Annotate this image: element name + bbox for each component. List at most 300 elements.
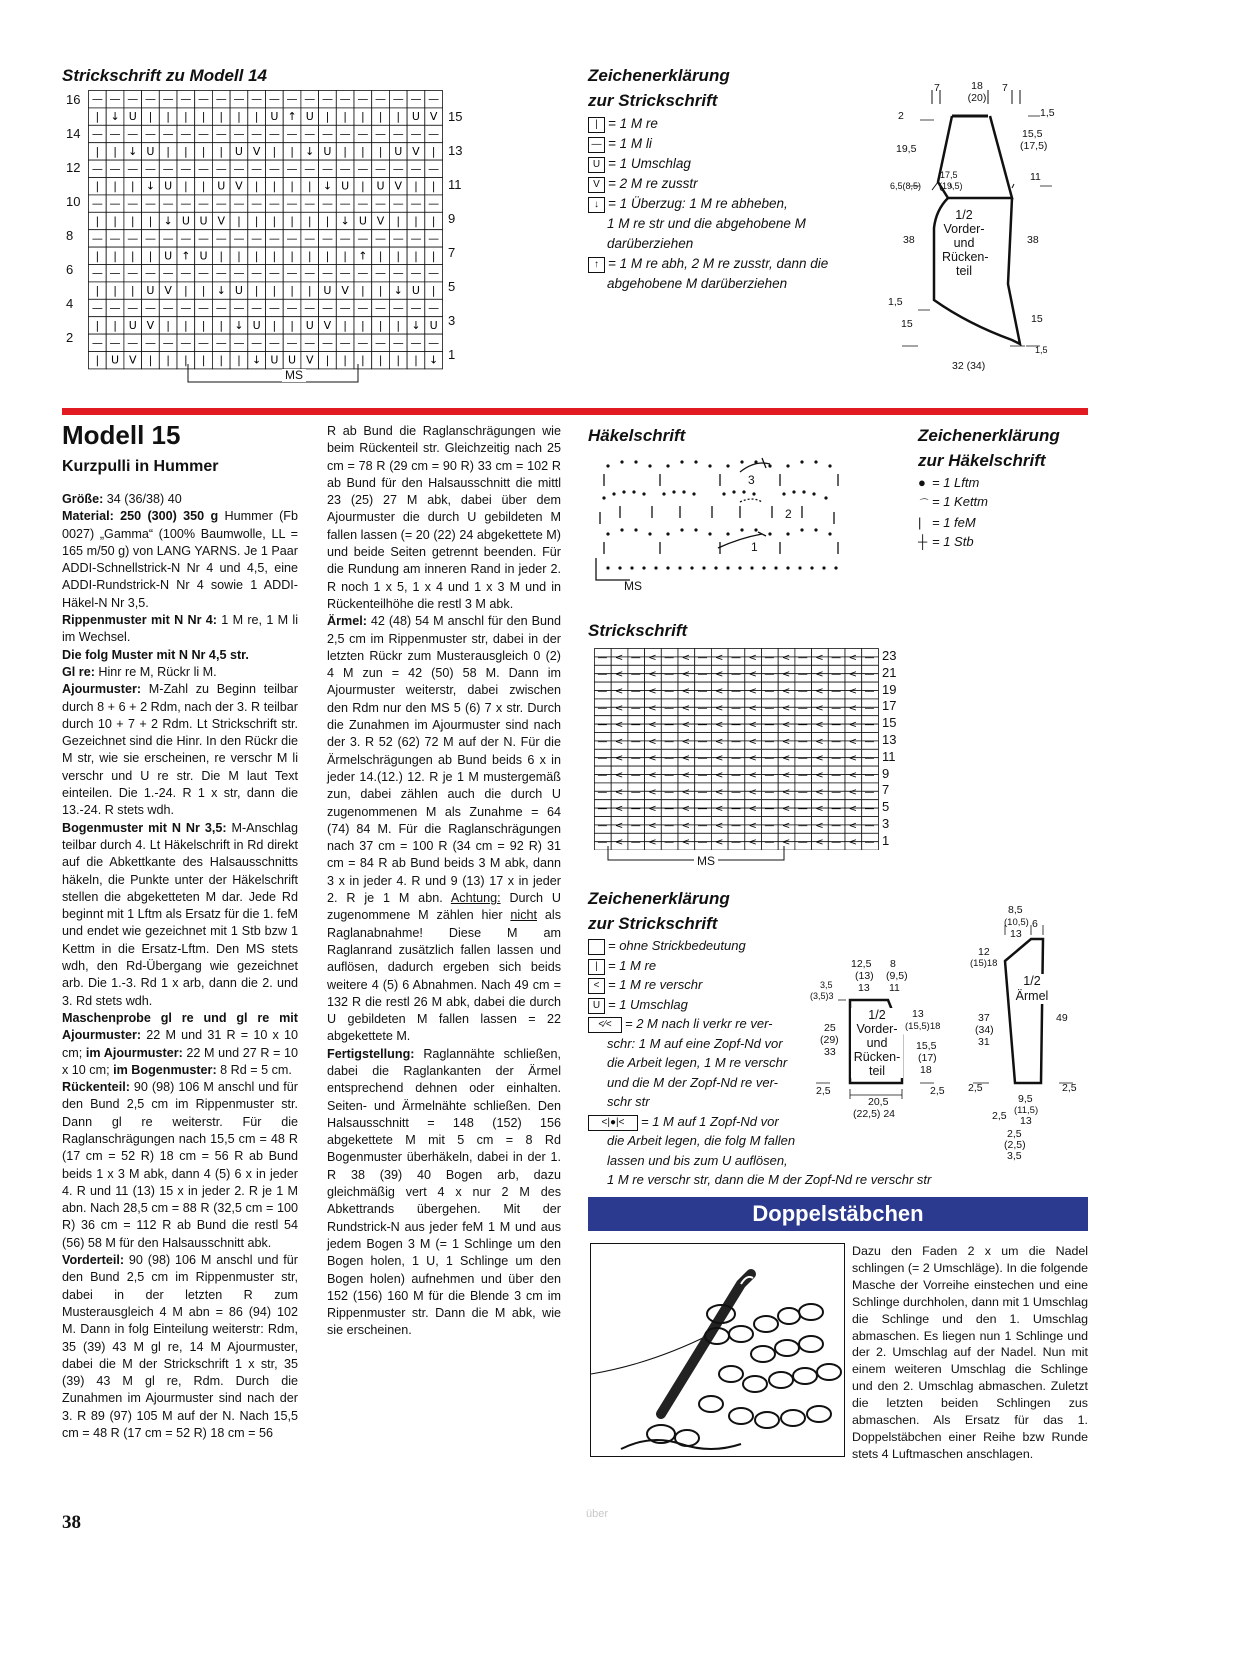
chart-symbol: — [664,837,675,849]
chart-symbol: — [144,336,156,350]
chart-symbol: < [815,803,824,815]
chart-symbol: | [307,284,312,298]
chart-symbol: — [144,127,156,141]
chart-symbol: < [681,786,691,798]
legend1-item-cont: abgehobene M darüberziehen [607,276,788,291]
chart-symbol: < [781,770,791,781]
chart-symbol: — [304,127,316,141]
chart1-row-number: 3 [448,313,456,328]
chart-symbol: V [252,144,261,158]
chart-symbol: — [215,301,227,315]
chart-symbol: < [614,686,624,697]
schem3-label: (2,5) [1004,1139,1026,1151]
legend2-title-2: zur Strickschrift [588,914,718,933]
chart-symbol: — [162,231,174,245]
haekel-title: Häkelschrift [588,426,686,445]
chart-symbol: — [215,231,227,245]
chart-symbol: | [396,318,401,332]
chart-symbol: < [681,669,691,681]
chart-symbol: — [304,162,316,176]
chart-symbol: — [215,336,227,350]
chart-symbol: < [648,702,657,714]
piece-line: und [866,1036,888,1050]
chart-symbol: U [429,318,438,332]
col2-armel-heading: Ärmel: [327,614,367,629]
legend2-cable-1-text: = 2 M nach li verkr re ver- [625,1016,773,1031]
schem1-dim-18: 18 [971,80,983,92]
chart-symbol: — [109,127,121,141]
chart-symbol: — [162,266,174,280]
chart-symbol: — [730,719,741,731]
chart-symbol: — [428,127,440,141]
chart-symbol: | [201,353,206,367]
chart-symbol: | [431,249,436,263]
chart-symbol: < [748,669,757,681]
chart-symbol: — [127,92,139,106]
chart-symbol: — [198,127,210,141]
chart-symbol: — [410,231,422,245]
chart-symbol: | [219,249,224,263]
chart2-row-number: 7 [882,782,890,798]
chart-symbol: | [148,353,153,367]
chart-symbol: < [781,686,791,697]
haekel-ms: MS [624,579,642,593]
col1-bold: Vorderteil: [62,1253,125,1268]
sc-icon: | [918,515,922,530]
legend1-item-cont: darüberziehen [607,236,694,251]
chart-symbol: | [237,214,241,228]
legend2-cable-1-line: schr str [607,1094,650,1109]
chart-symbol: — [392,197,404,211]
schem2-label: 33 [824,1046,836,1058]
chart-symbol: — [864,786,875,798]
chart-symbol: < [715,786,724,798]
chart-symbol: — [797,719,808,731]
chart-symbol: | [272,214,277,228]
chart-symbol: | [95,249,100,263]
haekel-num-1: 1 [751,540,758,554]
chart-symbol: | [183,144,188,158]
chart-symbol: | [396,214,401,228]
col1-bold: Bogenmuster mit N Nr 3,5: [62,820,227,835]
legend1-symbol-icon: U [588,157,605,173]
chart-symbol: | [201,144,206,158]
col1-text: M-Zahl zu Beginn teilbar durch 8 + 6 + 2 Rdm, nach der 3. R teilbar durch 10 + 7 + 2 Rdm. Lt Strickschrift str. Gezeichnet sind die Hinr. In den Rückr die M str, wie sie erscheinen, re verschr M li verschr und U re str. Die M laut Text einteilen. Die 1.-24. R 1 x str, dann die 13.-24. R stets wdh. [62,682,298,818]
chart-symbol: ↓ [322,179,333,193]
chart-symbol: — [127,127,139,141]
chart2-row-number: 3 [882,816,890,831]
chart-symbol: — [144,162,156,176]
chart-symbol: — [597,770,608,781]
chart-symbol: | [290,284,294,298]
legend2-symbol-icon: U [588,998,605,1014]
chart-symbol: < [748,736,757,748]
chart1-row-number: 5 [448,279,456,294]
chart-symbol: — [797,736,808,748]
chart-symbol: — [630,837,641,849]
schem3-label: 37 [978,1012,990,1024]
chart-symbol: — [664,669,675,681]
chart-symbol: — [233,231,245,245]
chart-symbol: — [664,652,675,664]
chart-symbol: — [410,301,422,315]
chart-symbol: — [375,336,387,350]
chart-symbol: < [648,803,657,815]
chart-symbol: — [697,770,708,781]
chart-symbol: V [394,179,403,193]
chart-symbol: U [394,144,403,158]
chart-symbol: — [630,686,641,697]
legend1-item-cont: 1 M re str und die abgehobene M [607,216,806,231]
chart-symbol: — [357,336,369,350]
chart-symbol: — [180,231,192,245]
schem2-label: (3,5)3 [810,991,834,1001]
chart-symbol: — [268,127,280,141]
chart-symbol: — [357,301,369,315]
chart-symbol: < [614,837,624,849]
schem1-dim-7-left: 7 [934,82,940,94]
col1-bold: Ajourmuster: [62,682,142,697]
chart-symbol: — [831,786,842,798]
col1-text: 22 M und 27 R = 10 x 10 cm; [62,1045,298,1077]
chart-symbol: | [183,179,188,193]
chart-symbol: U [111,353,120,367]
chart-symbol: — [797,652,808,664]
chart-symbol: — [251,162,263,176]
chart-symbol: ↑ [181,249,191,263]
chart-symbol: < [681,702,691,714]
chart-symbol: < [715,770,724,781]
schem2-label: 3,5 [820,980,833,990]
chart-symbol: — [162,336,174,350]
chart-symbol: < [781,652,791,664]
legend1-items [588,114,848,294]
chart-symbol: — [109,92,121,106]
chart-symbol: < [715,837,724,849]
chart-symbol: — [831,686,842,697]
chart-symbol: — [215,127,227,141]
chart-symbol: — [357,162,369,176]
chart-symbol: — [797,753,808,765]
chart-symbol: < [781,786,791,798]
chart-symbol: — [831,702,842,714]
chart-symbol: U [341,179,350,193]
legend-haekel-item [918,473,1088,492]
chart-symbol: — [304,92,316,106]
chart-symbol: < [715,736,724,748]
chart-symbol: — [664,686,675,697]
schem3-label: 2,5 [1007,1128,1022,1140]
schem2-label: 20,5 [868,1096,889,1108]
chart-symbol: — [162,301,174,315]
chart-symbol: U [146,284,155,298]
schem3-label: 13 [1010,928,1022,940]
chart-symbol: | [272,179,277,193]
chart-symbol: — [410,266,422,280]
chart-symbol: | [201,284,206,298]
chart-symbol: U [323,144,332,158]
legend1-item-text: = 1 Überzug: 1 M re abheben, [608,196,788,211]
schem1-label: 1,5 [1040,107,1055,119]
legend2-item-text: = 1 M re verschr [608,977,703,992]
chart-symbol: — [630,820,641,832]
schem3-label: (34) [975,1024,994,1036]
col2-achtung: Achtung: [450,891,501,906]
legend1-symbol-icon: ↓ [588,197,605,213]
chart-symbol: | [325,214,330,228]
chart-symbol: — [144,231,156,245]
red-rule [62,408,1088,415]
schem2-label: (13) [855,970,874,982]
chart-symbol: — [428,336,440,350]
col1-text: 90 (98) 106 M anschl und für den Bund 2,5 cm im Rippenmuster str. Dann gl re weiterstr. Für die Raglanschrägungen nach 15,5 cm = 48 R (17 cm = 52 R) 18 cm = 56 R ab Bund beids 1 x 3 M abk, dann 4 (5) 6 x in jeder 4. R und 11 (13) 15 x in jeder 2. R je 1 M abn. Nach 28,5 cm = 88 R (32,5 cm = 100 R) 36 cm = 112 R ab Bund die restl 54 (56) 58 M für den Halsausschnitt abk. [62,1080,298,1250]
chart-symbol: | [166,110,171,124]
chart-symbol: — [321,92,333,106]
legend-haekel-title-1: Zeichenerklärung [918,426,1060,445]
chart-symbol: — [664,820,675,832]
chart-symbol: — [162,92,174,106]
chart-symbol: — [864,753,875,765]
schem2-label: 2,5 [930,1085,945,1097]
chart-symbol: — [831,753,842,765]
schem2-label: (17) [918,1052,937,1064]
chart-symbol: — [127,231,139,245]
chart-symbol: — [339,231,351,245]
chart-symbol: — [764,719,775,731]
chart-symbol: — [597,686,608,697]
chart-symbol: | [113,284,117,298]
legend2-item-text: = 1 M re [608,957,657,973]
chart-symbol: ↓ [216,284,226,298]
chart-symbol: < [781,803,791,815]
col1-text: 22 M und 31 R = 10 x 10 cm; [62,1028,298,1060]
legend2-cable-2-continuation [588,1131,948,1190]
chart-symbol: < [815,753,824,765]
chart-symbol: ↓ [163,214,173,228]
chart-symbol: < [614,820,624,832]
chart-symbol: < [715,669,724,681]
chart-symbol: — [321,336,333,350]
chart-symbol: | [201,318,206,332]
chart-symbol: V [412,144,420,158]
chart-symbol: < [614,770,624,781]
chart-symbol: — [304,266,316,280]
chart-symbol: < [748,820,757,832]
col1-paragraph [62,491,298,508]
chart-symbol: — [357,231,369,245]
chart-symbol: < [748,803,757,815]
legend2-item-text: = 1 Umschlag [608,996,688,1012]
legend-haekel-text: = 1 Lftm [932,475,980,490]
chart-symbol: — [304,197,316,211]
chart-symbol: < [748,686,757,697]
chart-symbol: — [764,770,775,781]
schem2-label: 18 [920,1064,932,1076]
chart-symbol: — [180,162,192,176]
schem2-label: (9,5) [886,970,908,982]
legend1-symbol-icon: V [588,177,605,193]
chart-symbol: — [215,197,227,211]
chart-symbol: | [343,144,348,158]
chart-symbol: < [614,803,624,815]
chart-symbol: — [268,266,280,280]
chart-symbol: — [375,266,387,280]
schem1-label: 2 [898,110,904,122]
chart1-row-number: 1 [448,347,456,362]
chart-symbol: < [815,770,824,781]
chart-symbol: — [392,301,404,315]
chart-symbol: < [848,669,858,681]
chart-symbol: < [681,719,691,731]
chart-symbol: — [304,336,316,350]
schem1-label: (17,5) [1020,140,1048,152]
chart-symbol: < [614,652,624,664]
chart-symbol: < [648,686,657,697]
chart-symbol: < [848,786,858,798]
chart-symbol: U [376,179,385,193]
col2-text: Durch U zugenommene M zählen hier [327,891,561,923]
chart-symbol: — [144,301,156,315]
chart-symbol: < [614,736,624,748]
chart-symbol: | [360,284,365,298]
chart-symbol: < [648,719,657,731]
legend-haekel-item [918,532,1088,551]
chart-symbol: | [272,249,277,263]
chart-symbol: — [198,162,210,176]
chart-symbol: — [339,336,351,350]
chart-symbol: — [375,127,387,141]
chart-symbol: V [217,214,226,228]
chart-symbol: | [183,110,188,124]
chart-symbol: — [797,820,808,832]
chart-symbol: ↓ [128,144,138,158]
chart-symbol: — [198,336,210,350]
col1-paragraph [62,820,298,1010]
chart-symbol: | [343,318,348,332]
chart-symbol: | [95,284,100,298]
chart-symbol: — [91,197,103,211]
chart-symbol: — [630,770,641,781]
chart-symbol: < [815,837,824,849]
schem1-label: 15 [1031,313,1043,325]
legend-haekel-item [918,513,1088,532]
chart-symbol: — [630,736,641,748]
chart-symbol: — [864,770,875,781]
chain-icon: ● [918,475,926,490]
chart-symbol: | [254,179,259,193]
piece-line: 1/2 [1023,974,1041,988]
chart-symbol: — [831,669,842,681]
chart-symbol: — [286,92,298,106]
col1-paragraph [62,1252,298,1442]
chart-symbol: | [219,353,224,367]
chart-symbol: < [748,652,757,664]
col1-text: M-Anschlag teilbar durch 4. Lt Häkelschrift in Rd direkt auf die Abkettkante des Halsausschnitts häkeln, die Punkte unter der Häkelschrift stellen die abgeketteten M dar. Jede Rd beginnt mit 1 Lftm als Ersatz für die 1. feM und endet wie gezeichnet mit 1 Stb bzw 1 Kettm in die Ersatz-Lftm. Den MS stets wdh, den Rd-Übergang wie gezeichnet arb. Die 1.-3. Rd 1 x arb, dann die 2. und 3. Rd stets wdh. [62,820,298,1008]
chart-symbol: | [325,249,330,263]
chart-symbol: V [235,179,243,193]
chart-symbol: — [428,301,440,315]
legend1-item-text: = 1 M li [608,136,652,151]
chart1-title: Strickschrift zu Modell 14 [62,66,267,85]
chart-symbol: | [166,144,171,158]
col2-text: R ab Bund die Raglanschrägungen wie beim Rückenteil str. Gleichzeitig nach 25 cm = 78 R (29 cm = 90 R) 33 cm = 102 R ab Bund für den Halsausschnitt die mittl 23 (25) 27 M abk, dabei über dem Ajourmuster die durch U gebildeten M fallen lassen (= 20 (22) 24 abgekettete M) und beide Seiten getrennt beenden. Für die Rundung am inneren Rand in jeder 2. R noch 1 x 5, 1 x 4 und 1 x 3 M und in Rückenteilhöhe die restl 3 M abk. [327,424,561,611]
chart-symbol: — [428,162,440,176]
legend2-cable-2-text: = 1 M auf 1 Zopf-Nd vor [641,1113,779,1129]
legend2-cable-2-line: 1 M re verschr str, dann die M der Zopf-Nd re verschr str [607,1172,932,1187]
chart-symbol: | [414,214,418,228]
chart-symbol: < [681,770,691,781]
chart-symbol: — [597,753,608,765]
chart-symbol: < [781,702,791,714]
chart-symbol: — [410,336,422,350]
chart-symbol: — [697,803,708,815]
chart-symbol: — [91,231,103,245]
chart-symbol: — [764,736,775,748]
chart-symbol: < [681,820,691,832]
schem3-label: 9,5 [1018,1093,1033,1105]
piece-line: 1/2 [955,208,973,222]
chart-symbol: — [91,301,103,315]
chart-symbol: — [697,837,708,849]
chart2-row-number: 17 [882,698,897,714]
chart1-row-number: 10 [66,194,81,209]
chart-symbol: — [764,753,775,765]
chart2-row-number: 23 [882,648,897,663]
page-number: 38 [62,1512,81,1533]
chart-symbol: < [815,652,824,664]
chart-symbol: — [144,197,156,211]
chart-symbol: | [148,110,153,124]
chart-symbol: — [233,266,245,280]
chart-symbol: — [91,92,103,106]
chart-symbol: | [113,179,117,193]
chart-symbol: — [180,92,192,106]
schem2-label: 15,5 [916,1040,937,1052]
article-column-1 [62,491,298,1442]
chart-symbol: U [217,179,226,193]
chart-symbol: — [251,301,263,315]
chart-symbol: — [339,127,351,141]
legend1-item-text: = 1 M re [608,116,658,131]
chart-symbol: — [392,336,404,350]
schem3-label: 31 [978,1036,990,1048]
chart-symbol: — [630,702,641,714]
chart-symbol: U [199,214,208,228]
chart-symbol: U [234,284,243,298]
chart1-row-number: 12 [66,160,81,175]
chart-symbol: — [339,197,351,211]
chart-symbol: — [630,803,641,815]
chart-symbol: < [614,669,624,681]
chart-symbol: — [91,266,103,280]
chart-symbol: — [410,92,422,106]
chart-symbol: U [305,110,314,124]
chart-symbol: — [357,197,369,211]
chart-symbol: | [360,144,365,158]
col1-text: Hummer (Fb 0027) „Gamma“ (100% Baumwolle, LL = 165 m/50 g) von LANG YARNS. Je 1 Paar ADDI-Schnellstrick-N Nr 4 und 4,5, eine ADDI-Rundstrick-N Nr 4 sowie 1 ADDI-Häkel-N Nr 3,5. [62,509,298,610]
chart-symbol: | [237,353,241,367]
col1-bold: Material: 250 (300) 350 g [62,509,219,524]
chart-symbol: < [815,786,824,798]
schem3-label: 12 [978,946,990,958]
schem2-label: 8 [890,958,896,970]
chart-symbol: < [815,669,824,681]
chart-symbol: < [648,837,657,849]
chart-symbol: | [343,249,348,263]
chart-symbol: | [431,214,436,228]
chart-symbol: < [715,652,724,664]
col1-bold: im Ajourmuster: [85,1045,183,1060]
